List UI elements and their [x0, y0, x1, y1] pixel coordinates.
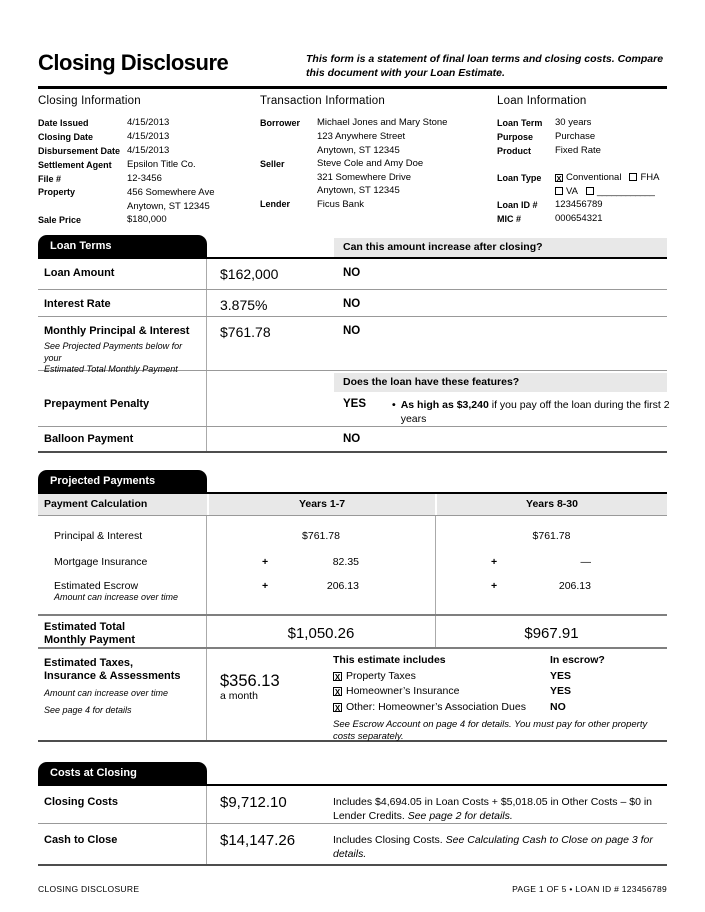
- row-note: See Projected Payments below for your Estimated Total Monthly Payment: [44, 341, 183, 374]
- payment-calculation-header: [38, 492, 667, 516]
- header-divider: [38, 86, 667, 89]
- years-1-7-cell: [207, 516, 435, 550]
- loan-terms-section: [38, 235, 670, 453]
- plus-sign: +: [491, 580, 498, 592]
- cash-to-close-row: [38, 824, 667, 866]
- row-label: Prepayment Penalty: [38, 394, 207, 426]
- info-value: 123 Anywhere Street: [317, 131, 406, 143]
- info-row: [38, 186, 256, 200]
- info-row: [38, 200, 256, 213]
- years-1-7-cell: [207, 550, 435, 574]
- costs-at-closing-header: [38, 762, 667, 784]
- row-label: Balloon Payment: [38, 427, 207, 451]
- years-8-30-cell: [435, 574, 667, 614]
- cell-value: 82.35: [332, 556, 359, 568]
- info-row: [497, 130, 677, 144]
- info-value: Anytown, ST 12345: [317, 185, 400, 197]
- info-row: [260, 116, 492, 130]
- increase-question-bar: Can this amount increase after closing?: [334, 238, 667, 257]
- info-row: [497, 116, 677, 130]
- info-value: Michael Jones and Mary Stone: [317, 117, 448, 129]
- includes-heading: This estimate includes: [333, 654, 446, 666]
- costs-at-closing-section: [38, 762, 667, 866]
- info-label: MIC #: [497, 213, 522, 224]
- intro-statement: This form is a statement of final loan terms and closing costs. Compare this document with your Loan Estimate.: [306, 53, 664, 79]
- loan-type-options-line2: [555, 185, 654, 198]
- info-value: Steve Cole and Amy Doe: [317, 158, 424, 170]
- taxes-note-1: Amount can increase over time: [44, 688, 169, 698]
- item-escrow: YES: [550, 669, 572, 682]
- info-row: [38, 116, 256, 130]
- taxes-label: Estimated Taxes, Insurance & Assessments: [44, 657, 181, 682]
- info-label: [260, 171, 317, 184]
- row-label: Interest Rate: [38, 290, 207, 316]
- info-label: Loan Type: [497, 172, 542, 183]
- info-label: [38, 200, 127, 213]
- features-question-bar: Does the loan have these features?: [334, 373, 667, 392]
- info-value: 30 years: [555, 117, 592, 129]
- loan-information-heading: Loan Information: [497, 95, 587, 107]
- loan-terms-table: [38, 257, 670, 453]
- info-value: Ficus Bank: [317, 198, 364, 210]
- checkbox-checked-icon: X: [334, 703, 341, 713]
- info-value: 12-3456: [127, 173, 162, 185]
- projected-payments-header: [38, 470, 667, 492]
- info-row: [260, 157, 492, 171]
- empty-value-cell: [207, 394, 343, 426]
- row-amount: $9,712.10: [220, 794, 287, 811]
- taxes-note-2: See page 4 for details: [44, 705, 132, 715]
- prepayment-answer: [343, 398, 682, 426]
- info-label: Closing Date: [38, 131, 94, 142]
- page-title: Closing Disclosure: [38, 50, 229, 75]
- info-label: Property: [38, 187, 76, 198]
- info-label: [497, 185, 555, 198]
- info-value: 000654321: [555, 213, 603, 225]
- checkbox-unchecked-icon: [586, 187, 594, 195]
- info-label: Borrower: [260, 117, 301, 128]
- item-escrow: YES: [550, 685, 572, 697]
- cell-value: 206.13: [558, 580, 591, 592]
- estimate-item: [333, 700, 667, 716]
- info-value: 123456789: [555, 199, 603, 211]
- col-header-years-1-7: Years 1-7: [209, 494, 435, 515]
- row-description: Includes Closing Costs. See Calculating Cash to Close on page 3 for details.: [333, 834, 653, 860]
- years-8-30-cell: [435, 550, 667, 574]
- escrow-footnote: See Escrow Account on page 4 for details. You must pay for other property costs separately.: [333, 719, 648, 742]
- prepayment-detail: [392, 398, 682, 426]
- transaction-information-section: [260, 95, 492, 212]
- info-row: [497, 212, 677, 226]
- mortgage-insurance-row: [38, 550, 667, 574]
- total-years-1-7: $1,050.26: [287, 625, 355, 642]
- checkbox-checked-icon: X: [334, 672, 341, 682]
- monthly-pi-row: [38, 317, 667, 374]
- item-label: X Other: Homeowner’s Association Dues: [334, 700, 526, 713]
- item-escrow: NO: [550, 700, 566, 713]
- taxes-amount: $356.13: [220, 672, 280, 690]
- item-label: X Property Taxes: [334, 669, 416, 682]
- row-answer: NO: [343, 433, 361, 445]
- info-label: [260, 184, 317, 197]
- closing-information-heading: Closing Information: [38, 95, 141, 107]
- loan-type-fha: FHA: [640, 172, 660, 184]
- row-answer: NO: [343, 298, 361, 310]
- bullet-icon: •: [392, 399, 396, 411]
- row-answer: [343, 394, 682, 426]
- total-label: Estimated Total Monthly Payment: [38, 616, 207, 647]
- plus-sign: +: [262, 580, 269, 592]
- info-label: Seller: [260, 158, 285, 169]
- years-1-7-cell: [207, 574, 435, 614]
- spacer: [497, 158, 677, 171]
- info-value: 4/15/2013: [127, 117, 170, 129]
- info-row: [38, 130, 256, 144]
- loan-type-conventional: Conventional: [566, 172, 622, 184]
- info-row: [260, 171, 492, 184]
- estimate-includes-header: [333, 653, 667, 669]
- checkbox-unchecked-icon: [629, 173, 637, 181]
- answer-text: YES: [343, 398, 367, 410]
- info-value: Purchase: [555, 131, 596, 143]
- loan-type-va: VA: [566, 186, 578, 198]
- checkbox-checked-icon: X: [334, 688, 341, 697]
- taxes-amount-frequency: a month: [220, 690, 258, 702]
- info-row: [497, 198, 677, 212]
- taxes-label-cell: [38, 649, 207, 740]
- info-row: [38, 172, 256, 186]
- info-value: Anytown, ST 12345: [127, 200, 210, 212]
- checkbox-checked-icon: X: [556, 174, 562, 184]
- info-label: [260, 130, 317, 143]
- plus-sign: +: [262, 556, 269, 568]
- row-label: [38, 317, 207, 374]
- info-label: Loan Term: [497, 117, 543, 128]
- row-label: Mortgage Insurance: [38, 550, 207, 574]
- loan-type-other-blank: ____________: [596, 186, 655, 198]
- info-value: $180,000: [127, 214, 167, 226]
- features-bar-cell: [207, 371, 667, 394]
- footer-document-name: CLOSING DISCLOSURE: [38, 884, 140, 894]
- taxes-detail-cell: [333, 649, 667, 740]
- col-header-years-8-30: Years 8-30: [437, 494, 667, 515]
- estimate-item: [333, 684, 667, 700]
- item-label: X Homeowner’s Insurance: [334, 685, 460, 697]
- info-value: 4/15/2013: [127, 131, 170, 143]
- row-answer: NO: [343, 267, 361, 279]
- empty-label-cell: [38, 371, 207, 394]
- plus-sign: +: [491, 556, 498, 568]
- row-value: $162,000: [220, 266, 279, 282]
- info-label: Loan ID #: [497, 199, 538, 210]
- costs-at-closing-tab: Costs at Closing: [38, 762, 207, 784]
- in-escrow-heading: In escrow?: [550, 654, 605, 666]
- info-label: Lender: [260, 199, 291, 210]
- row-label-text: Estimated Escrow: [54, 580, 139, 592]
- row-note: Amount can increase over time: [54, 592, 179, 602]
- estimated-total-monthly-payment-row: [38, 614, 667, 649]
- cell-value: $761.78: [302, 530, 340, 542]
- loan-information-section: [497, 95, 677, 226]
- row-answer: NO: [343, 325, 361, 337]
- info-label: Settlement Agent: [38, 159, 112, 170]
- checkbox-unchecked-icon: [555, 187, 563, 195]
- info-value: 4/15/2013: [127, 145, 170, 157]
- row-label-text: Monthly Principal & Interest: [44, 325, 190, 337]
- loan-terms-tab: Loan Terms: [38, 235, 207, 257]
- footer-page-info: PAGE 1 OF 5 • LOAN ID # 123456789: [512, 884, 667, 894]
- balloon-payment-row: [38, 427, 667, 453]
- row-label: Principal & Interest: [38, 516, 207, 550]
- estimate-item: [333, 669, 667, 685]
- row-label: [38, 574, 207, 614]
- info-label: Sale Price: [38, 214, 82, 225]
- projected-payments-tab: Projected Payments: [38, 470, 207, 492]
- projected-payments-body: [38, 516, 667, 614]
- loan-terms-header: [38, 235, 667, 257]
- info-label: Product: [497, 145, 532, 156]
- info-row: [260, 198, 492, 212]
- loan-type-options-line1: [555, 171, 659, 185]
- info-label: File #: [38, 173, 62, 184]
- estimated-escrow-row: [38, 574, 667, 614]
- loan-amount-row: [38, 259, 667, 290]
- col-header-payment-calculation: Payment Calculation: [38, 494, 207, 515]
- principal-interest-row: [38, 516, 667, 550]
- cell-value: 206.13: [326, 580, 359, 592]
- taxes-amount-cell: [207, 649, 333, 740]
- closing-costs-row: [38, 786, 667, 824]
- info-value: Fixed Rate: [555, 145, 601, 157]
- row-value: $761.78: [220, 324, 271, 340]
- info-row: [260, 184, 492, 197]
- document-header: [38, 50, 667, 79]
- estimated-taxes-row: [38, 649, 667, 742]
- info-label: Disbursement Date: [38, 145, 121, 156]
- cell-value: —: [580, 556, 591, 568]
- row-label: Cash to Close: [38, 824, 207, 864]
- info-label: [260, 144, 317, 157]
- info-row: [38, 144, 256, 158]
- info-label: Date Issued: [38, 117, 89, 128]
- interest-rate-row: [38, 290, 667, 317]
- cell-value: $761.78: [532, 530, 571, 542]
- row-amount: $14,147.26: [220, 832, 296, 849]
- loan-type-row2: [497, 185, 677, 198]
- info-value: 456 Somewhere Ave: [127, 186, 215, 198]
- features-header-row: [38, 371, 667, 394]
- years-8-30-cell: [435, 516, 667, 550]
- info-row: [38, 158, 256, 172]
- info-value: 321 Somewhere Drive: [317, 172, 411, 184]
- total-years-8-30: $967.91: [435, 616, 667, 647]
- row-label: Closing Costs: [38, 786, 207, 823]
- costs-at-closing-table: [38, 784, 667, 866]
- info-label: Purpose: [497, 131, 534, 142]
- info-value: Epsilon Title Co.: [127, 159, 196, 171]
- row-value: 3.875%: [220, 297, 268, 313]
- transaction-information-heading: Transaction Information: [260, 95, 385, 107]
- info-value: Anytown, ST 12345: [317, 144, 400, 156]
- info-row: [38, 213, 256, 227]
- row-label: Loan Amount: [38, 259, 207, 289]
- prepayment-penalty-row: [38, 394, 670, 427]
- page-footer: [38, 884, 667, 894]
- loan-type-row: [497, 171, 677, 185]
- info-row: [260, 130, 492, 143]
- row-description: Includes $4,694.05 in Loan Costs + $5,018.05 in Other Costs – $0 in Lender Credits. See page 2 for details.: [333, 796, 653, 822]
- info-row: [260, 144, 492, 157]
- prepayment-detail-text: As high as $3,240 if you pay off the loan during the first 2 years: [400, 399, 670, 425]
- projected-payments-section: [38, 470, 667, 742]
- empty-value-cell: [207, 427, 343, 451]
- info-row: [497, 144, 677, 158]
- closing-information-section: [38, 95, 256, 227]
